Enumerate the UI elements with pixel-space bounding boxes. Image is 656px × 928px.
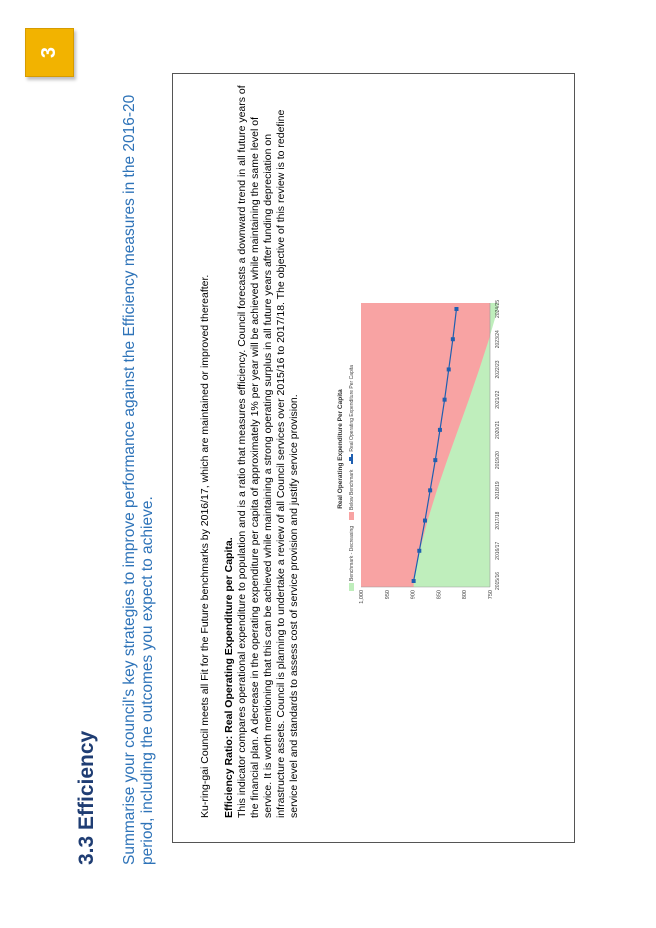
- series-point: [433, 458, 437, 462]
- chart-title: Real Operating Expenditure Per Capita: [337, 389, 344, 509]
- y-tick-label: 950: [384, 590, 391, 600]
- y-tick-label: 1,000: [359, 590, 365, 604]
- chart-plot: [335, 289, 515, 609]
- series-point: [443, 398, 447, 402]
- x-tick-label: 2022/23: [495, 360, 501, 379]
- x-tick-label: 2024/25: [495, 299, 501, 319]
- x-tick-label: 2019/20: [495, 451, 501, 470]
- page-number-badge: [25, 28, 74, 77]
- series-point: [451, 337, 455, 341]
- page-number: 3: [38, 46, 60, 59]
- series-point: [438, 428, 442, 432]
- series-point: [428, 488, 432, 492]
- y-tick-label: 750: [488, 590, 494, 600]
- rotated-page: [75, 65, 580, 865]
- legend-label-series: Real Operating Expenditure Per Capita: [349, 364, 355, 452]
- intro-text: Ku-ring-gai Council meets all Fit for the Future benchmarks by 2016/17, which are maintained or improved thereafter.: [199, 274, 211, 818]
- x-tick-label: 2016/17: [495, 541, 501, 560]
- ratio-body: This indicator compares operational expenditure to population and is a ratio that measures efficiency. Council forecasts a downward trend in all future years of the financial plan. A decrease in the operating expenditure per capita of approximately 1% per year will be achieved while maintaining the same level of service. It is worth mentioning that this can be achieved while maintaining a strong operating surplus in all future years after funding depreciation on infrastructure assets. Council is planning to undertake a review of all Council services over 2015/16 to 2017/18. The objective of this review is to redefine service level and standards to assess cost of service provision and justify service provision.: [236, 85, 300, 818]
- x-tick-label: 2020/21: [495, 420, 501, 439]
- response-panel: [172, 73, 575, 843]
- series-point: [417, 549, 421, 553]
- ratio-title: Efficiency Ratio: Real Operating Expenditure per Capita.: [223, 537, 235, 818]
- series-point: [454, 307, 458, 311]
- y-tick-label: 850: [436, 590, 443, 600]
- x-tick-label: 2018/19: [495, 481, 501, 500]
- expenditure-chart: [335, 289, 515, 609]
- section-prompt: Summarise your council's key strategies to improve performance against the Efficiency measures in the 2016-20 period, including the outcomes you expect to achieve.: [121, 94, 156, 865]
- series-point: [447, 367, 451, 371]
- section-heading: 3.3 Efficiency: [75, 730, 98, 865]
- x-tick-label: 2015/16: [495, 571, 501, 591]
- series-point: [423, 519, 427, 523]
- legend-label-below: Below Benchmark: [349, 469, 355, 510]
- x-tick-label: 2023/24: [495, 330, 501, 349]
- x-tick-label: 2017/18: [495, 511, 501, 530]
- y-tick-label: 800: [462, 590, 469, 600]
- legend-label-benchmark: Benchmark - Decreasing: [349, 525, 355, 581]
- y-tick-label: 900: [410, 590, 417, 600]
- series-point: [412, 579, 416, 583]
- x-tick-label: 2021/22: [495, 390, 501, 409]
